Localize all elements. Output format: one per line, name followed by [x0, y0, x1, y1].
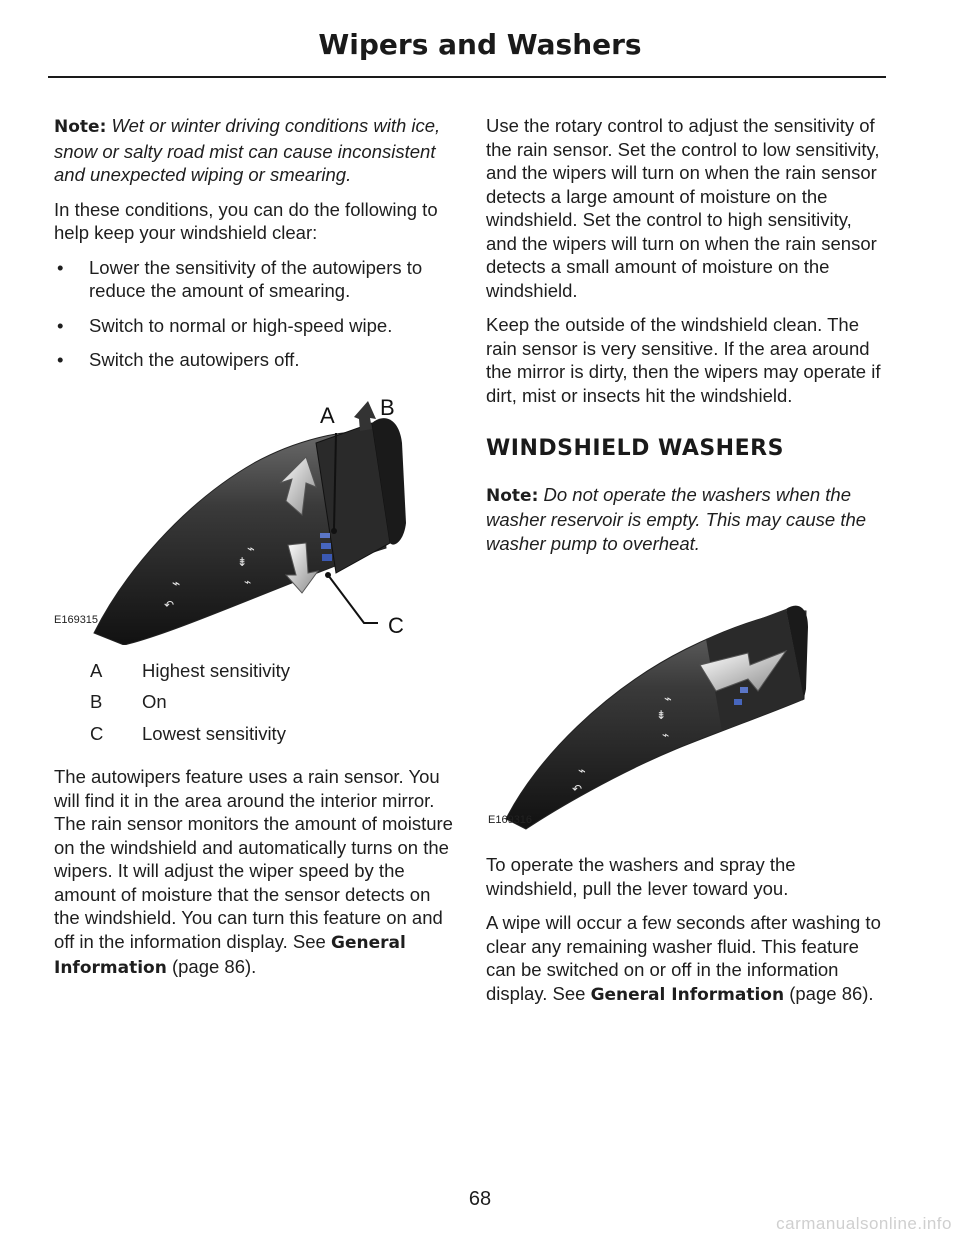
rain-sensor-paragraph: The autowipers feature uses a rain sensor. You will find it in the area around the interior mirror. The rain sensor monitors the amount of moisture on the windshield and automatically turns on the wipers. It will adjust the wiper speed by the amount of moisture that the sensor detects on the windshield. You can turn this feature on and off in the information display. See General Information (page 86). — [54, 766, 453, 978]
left-column — [54, 114, 454, 992]
bullet-icon: • — [57, 256, 64, 278]
list-item: • Lower the sensitivity of the autowipers to reduce the amount of smearing. — [57, 256, 423, 301]
wipe-paragraph: A wipe will occur a few seconds after washing to clear any remaining washer fluid. This feature can be switched on or off in the information display. See General Information (page 86). — [486, 912, 881, 1005]
general-information-link[interactable]: General Information — [590, 984, 785, 1005]
callout-c: C — [388, 612, 404, 638]
rotary-control-paragraph: Use the rotary control to adjust the sensitivity of the rain sensor. Set the control to low sensitivity, and the wipers will turn on when the rain sensor detects a large amount of moisture on the windshield. Set the control to high sensitivity, and the wipers will turn on when the rain sensor detects a small amount of moisture on the windshield. — [486, 115, 880, 301]
callout-legend — [90, 659, 290, 754]
note-label: Note: — [486, 485, 539, 506]
svg-text:⌁: ⌁ — [244, 574, 252, 589]
general-information-link[interactable]: General Information — [54, 932, 406, 978]
figure-id: E169315 — [54, 613, 99, 626]
svg-text:↶: ↶ — [572, 782, 583, 796]
legend-row: B On — [90, 691, 167, 712]
list-item: • Switch to normal or high-speed wipe. — [57, 314, 393, 336]
section-heading: WINDSHIELD WASHERS — [486, 436, 784, 461]
wiper-lever-illustration — [54, 383, 454, 645]
legend-row: C Lowest sensitivity — [90, 722, 286, 744]
watermark: carmanualsonline.info — [776, 1214, 952, 1233]
note-text: Wet or winter driving conditions with ice, snow or salty road mist can cause inconsistent and unexpected wiping or smearing. — [54, 115, 441, 185]
intro-paragraph: In these conditions, you can do the following to help keep your windshield clear: — [54, 198, 438, 243]
washer-lever-illustration — [486, 579, 882, 839]
svg-text:⇟: ⇟ — [237, 554, 248, 569]
note-label: Note: — [54, 117, 107, 137]
washer-lever-figure — [486, 579, 882, 839]
note-text: Do not operate the washers when the washer reservoir is empty. This may cause the washer pump to overheat. — [486, 483, 867, 554]
bullet-list — [54, 256, 454, 372]
operate-washers-paragraph: To operate the washers and spray the windshield, pull the lever toward you. — [486, 854, 796, 899]
right-column — [486, 114, 882, 1018]
svg-text:⇟: ⇟ — [656, 708, 667, 722]
callout-a: A — [320, 402, 335, 428]
header-divider — [48, 76, 886, 78]
list-item: • Switch the autowipers off. — [57, 349, 300, 370]
svg-text:↶: ↶ — [164, 597, 175, 612]
callout-b: B — [380, 394, 395, 420]
svg-text:⌁: ⌁ — [662, 728, 670, 742]
bullet-icon: • — [57, 349, 64, 370]
svg-text:⌁: ⌁ — [578, 764, 586, 779]
bullet-icon: • — [57, 314, 64, 336]
page-number: 68 — [468, 1188, 492, 1210]
wiper-lever-sensitivity-figure — [54, 383, 454, 645]
svg-text:⌁: ⌁ — [664, 692, 672, 707]
note-paragraph — [54, 114, 454, 187]
svg-text:⌁: ⌁ — [172, 575, 181, 592]
legend-row: A Highest sensitivity — [90, 659, 291, 681]
clean-windshield-paragraph: Keep the outside of the windshield clean. The rain sensor is very sensitive. If the area around the mirror is dirty, then the wipers may operate if dirt, mist or insects hit the windshield. — [486, 314, 881, 406]
page-title: Wipers and Washers — [318, 28, 642, 61]
washer-note-paragraph — [486, 483, 882, 556]
figure-id: E169316 — [488, 814, 533, 826]
svg-text:⌁: ⌁ — [247, 541, 255, 557]
